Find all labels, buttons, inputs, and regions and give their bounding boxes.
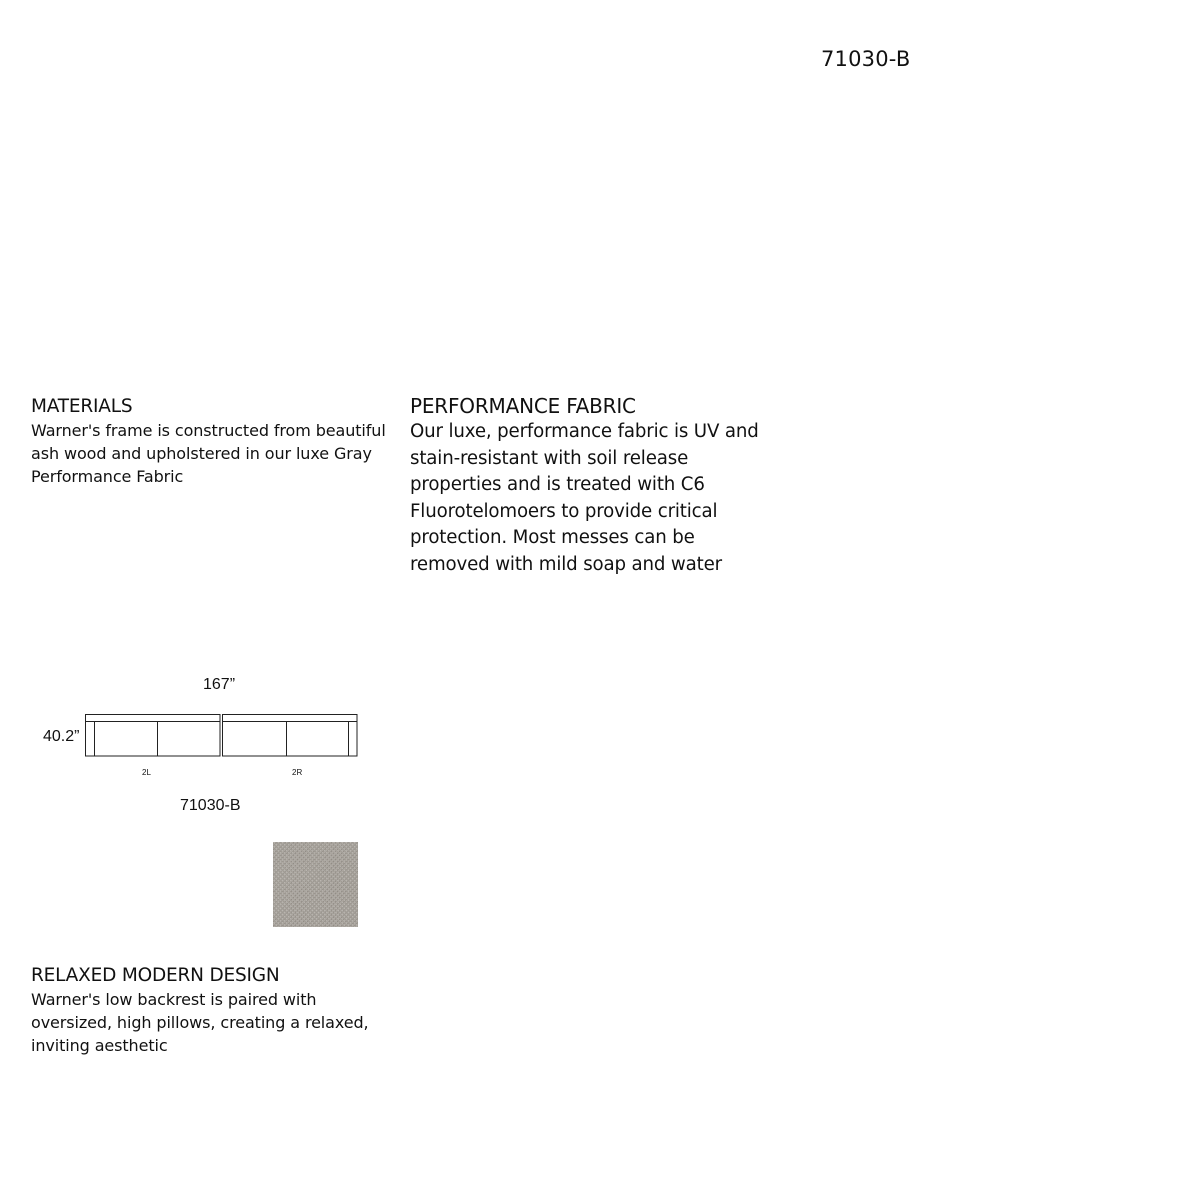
performance-fabric-section [410, 393, 770, 579]
relaxed-design-heading: RELAXED MODERN DESIGN [31, 965, 280, 986]
performance-fabric-heading: PERFORMANCE FABRIC [410, 394, 636, 418]
materials-heading: MATERIALS [31, 396, 133, 417]
product-sku: 71030-B [821, 47, 911, 71]
depth-dimension-label: 40.2” [43, 728, 80, 745]
materials-section [31, 395, 391, 489]
materials-body: Warner's frame is constructed from beautiful ash wood and upholstered in our luxe Gray Performance Fabric [31, 421, 386, 487]
fabric-swatch [273, 842, 358, 927]
performance-fabric-body: Our luxe, performance fabric is UV and stain-resistant with soil release properties and is treated with C6 Fluorotelomoers to provide critical protection. Most messes can be removed with mild soap and water [410, 421, 759, 575]
module-label-2l: 2L [142, 768, 151, 777]
width-dimension-label: 167” [203, 676, 236, 693]
module-2r-outline [223, 715, 358, 757]
relaxed-design-section [31, 964, 381, 1058]
diagram-sku-label: 71030-B [180, 797, 241, 814]
sofa-top-view-diagram [84, 712, 360, 760]
module-2l-outline [86, 715, 221, 757]
relaxed-design-body: Warner's low backrest is paired with oversized, high pillows, creating a relaxed, inviting aesthetic [31, 990, 369, 1056]
module-label-2r: 2R [292, 768, 303, 777]
